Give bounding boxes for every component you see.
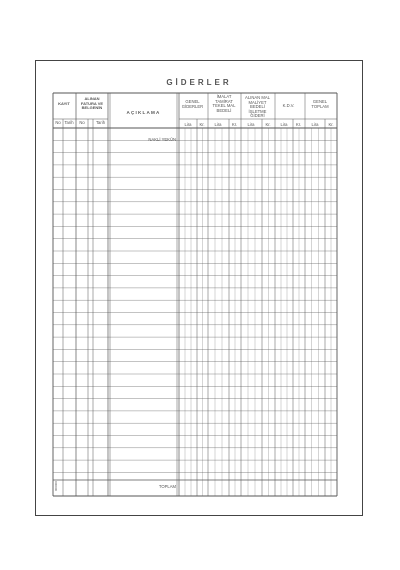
ledger-form — [35, 60, 363, 516]
header-imalat: İMALAT TAMİRAT TEKEL MAL BEDELİ — [212, 94, 236, 113]
header-aciklama: AÇIKLAMA — [126, 110, 161, 115]
header-kayit: KAYIT — [58, 101, 70, 106]
subheader-lira-1: Lira — [184, 122, 192, 127]
toplam-label: TOPLAM — [158, 484, 176, 489]
margin-code: 000000 — [54, 481, 58, 492]
subheader-fatura-no: No — [79, 120, 85, 125]
subheader-kr-3: Kr. — [265, 122, 271, 127]
form-title: GİDERLER — [166, 78, 232, 87]
subheader-lira-5: Lira — [311, 122, 319, 127]
subheader-lira-4: Lira — [280, 122, 288, 127]
subheader-kr-5: Kr. — [328, 122, 334, 127]
header-alinan-mal: ALINAN MAL MALİYET BEDELİ İŞLETME GİDERİ — [245, 95, 270, 119]
header-genel-giderler: GENEL GİDERLER — [181, 99, 204, 109]
header-genel-toplam: GENEL TOPLAM — [311, 99, 329, 109]
ledger-grid — [36, 61, 364, 517]
subheader-kr-1: Kr. — [199, 122, 205, 127]
subheader-kayit-no: No — [55, 120, 61, 125]
subheader-fatura-tarih: Tarih — [95, 120, 106, 125]
header-kdv: K.D.V. — [282, 103, 295, 108]
subheader-kr-4: Kr. — [295, 122, 302, 127]
subheader-lira-3: Lira — [247, 122, 255, 127]
subheader-lira-2: Lira — [214, 122, 222, 127]
header-alinan-fatura: ALINAN FATURA VE BELGENİN — [80, 96, 104, 111]
nakli-yekun-label: NAKLİ YEKÜN — [148, 137, 176, 142]
subheader-kayit-tarih: Tarih — [64, 120, 74, 125]
subheader-kr-2: Kr. — [231, 122, 238, 127]
